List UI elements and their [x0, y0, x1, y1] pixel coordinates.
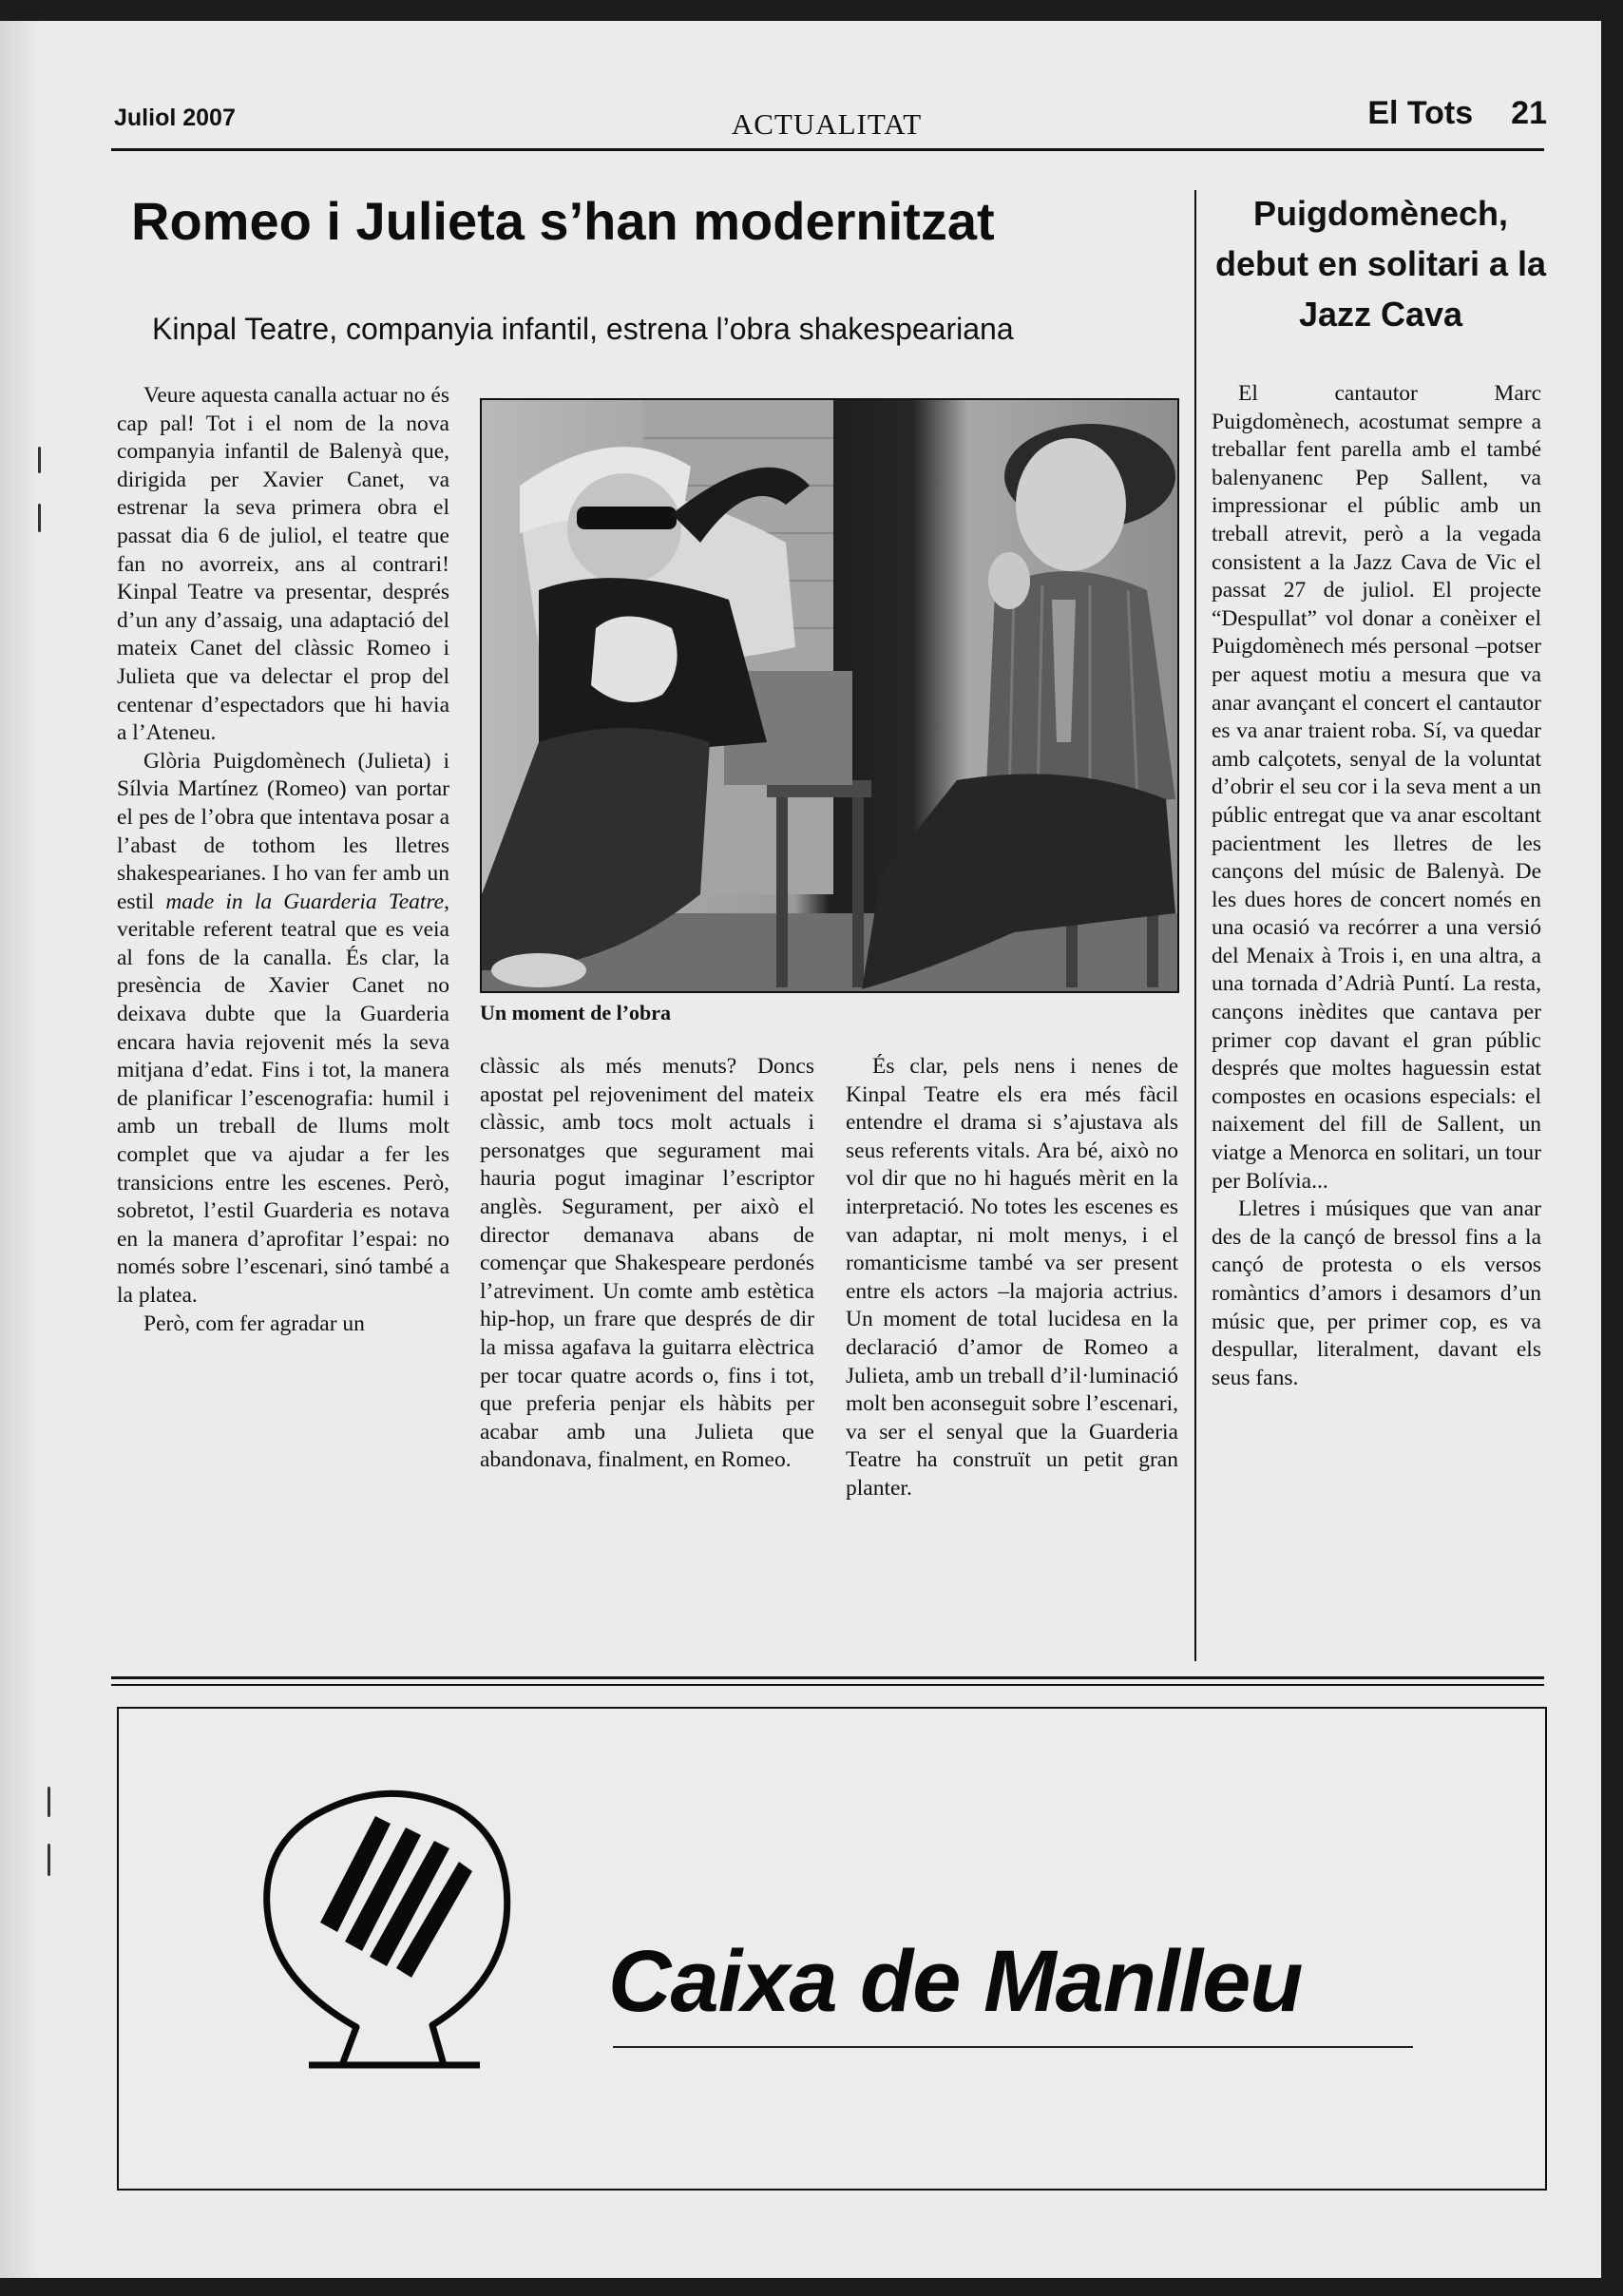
paragraph-text: , veritable referent teatral que es veia al fons de la canalla. És clar, la presència de Xavier Canet no deixava dubte que la Guarderia encara havia rejovenit més la seva mitjana d’edat. Fins i tot, la manera de planificar l’escenografia: humil i amb un treball de llums molt complet que va ajudar a fer les transicions entre les escenes. Però, sobretot, l’estil Guarderia es notava en la manera d’aprofitar l’espai: no només sobre l’escenari, sinó també a la platea.: [117, 889, 449, 1308]
article-column-1: [117, 382, 449, 1338]
footer-rule: [111, 1676, 1544, 1679]
binding-mark: [38, 447, 41, 473]
article-paragraph: Però, com fer agradar un: [143, 1311, 365, 1336]
masthead: [1329, 95, 1547, 132]
advertisement-box: [117, 1707, 1547, 2191]
binding-mark: [48, 1787, 50, 1817]
side-article-column: [1212, 380, 1541, 1392]
article-paragraph: [117, 748, 449, 1311]
advertiser-name: Caixa de Manlleu: [608, 1933, 1303, 2030]
article-paragraph: clàssic als més menuts? Doncs apostat pel rejoveniment del mateix clàssic, amb tocs molt actuals i personatges que segurament mai hauria pogut imaginar l’escriptor anglès. Segurament, per això el director demanava abans de començar que Shakespeare perdonés l’atreviment. Un comte amb estètica hip-hop, un frare que després de dir la missa agafava la guitarra elèctrica per tocar quatre acords o, fins i tot, que preferia penjar els hàbits per acabar amb una Julieta que abandonava, finalment, en Romeo.: [480, 1054, 814, 1473]
column-divider: [1194, 190, 1196, 1661]
side-article-headline: Puigdomènech, debut en solitari a la Jazz Cava: [1214, 194, 1547, 334]
article-subheadline: Kinpal Teatre, companyia infantil, estrena l’obra shakespeariana: [152, 312, 1014, 346]
section-title: ACTUALITAT: [731, 107, 923, 141]
italic-phrase: made in la Guarderia Teatre: [165, 889, 445, 914]
caixa-de-manlleu-logo-icon: [261, 1780, 518, 2075]
binding-mark: [48, 1844, 50, 1876]
article-paragraph: És clar, pels nens i nenes de Kinpal Teatre els era més fàcil entendre el drama si s’ajustava als seus referents vitals. Ara bé, això no vol dir que no hi hagués mèrit en la interpretació. No totes les escenes es van adaptar, ni molt menys, i el romanticisme també va ser present entre els actors –la majoria actrius. Un moment de total lucidesa en la declaració d’amor de Romeo a Julieta, amb un treball d’il·luminació molt ben aconseguit sobre l’escenari, va ser el senyal que la Guarderia Teatre ha construït un petit gran planter.: [846, 1054, 1178, 1501]
article-headline: Romeo i Julieta s’han modernitzat: [131, 191, 995, 251]
header-rule: [111, 148, 1544, 151]
paragraph-text: Glòria Puigdomènech (Julieta) i Sílvia Martínez (Romeo) van portar el pes de l’obra que intentava posar a l’abast de tothom les lletres shakespearianes. I ho van fer amb un estil: [117, 748, 449, 914]
page-gutter: [0, 21, 43, 2278]
advertiser-rule: [613, 2046, 1413, 2048]
page-number: 21: [1511, 95, 1547, 131]
issue-date: Juliol 2007: [114, 105, 236, 131]
photo-illustration: [482, 400, 1177, 991]
article-photo: [480, 398, 1179, 993]
publication-name: El Tots: [1367, 95, 1474, 131]
photo-caption: Un moment de l’obra: [480, 1001, 672, 1024]
article-paragraph: Veure aquesta canalla actuar no és cap pal! Tot i el nom de la nova companyia infantil de Balenyà que, dirigida per Xavier Canet, va estrenar la seva primera obra el passat dia 6 de juliol, el teatre que fan no avorreix, ans al contrari! Kinpal Teatre va presentar, després d’un any d’assaig, una adaptació del mateix Canet del clàssic Romeo i Julieta que va delectar el prop del centenar d’espectadors que hi havia a l’Ateneu.: [117, 383, 449, 746]
article-column-2: [480, 1053, 814, 1475]
article-paragraph: Lletres i músiques que van anar des de la cançó de bressol fins a la cançó de protesta o els versos romàntics d’amors i desamors d’un músic que, per primer cop, es va despullar, literalment, davant els seus fans.: [1212, 1196, 1541, 1390]
article-paragraph: El cantautor Marc Puigdomènech, acostumat sempre a treballar fent parella amb el també balenyanenc Pep Sallent, va impressionar el públic amb un treball atrevit, però a la vegada consistent a la Jazz Cava de Vic el passat 27 de juliol. El projecte “Despullat” vol donar a conèixer el Puigdomènech més personal –potser per aquest motiu a mesura que va anar avançant el concert el cantautor es va anar traient roba. Sí, va quedar amb calçotets, senyal de la voluntat d’obrir el seu cor i la seva ment a un públic entregat que va anar escoltant pacientment les lletres de les cançons del músic de Balenyà. De les dues hores de concert només en una ocasió va recórrer a una versió del Menaix à Trois i, en una altra, a una tornada d’Adrià Puntí. La resta, cançons inèdites que cantava per primer cop davant el gran públic després que moltes haguessin estat compostes en ocasions especials: el naixement del fill de Sallent, un viatge a Menorca en solitari, un tour per Bolívia...: [1212, 381, 1541, 1194]
footer-rule: [111, 1684, 1544, 1686]
article-column-3: [846, 1053, 1178, 1503]
binding-mark: [38, 504, 41, 532]
